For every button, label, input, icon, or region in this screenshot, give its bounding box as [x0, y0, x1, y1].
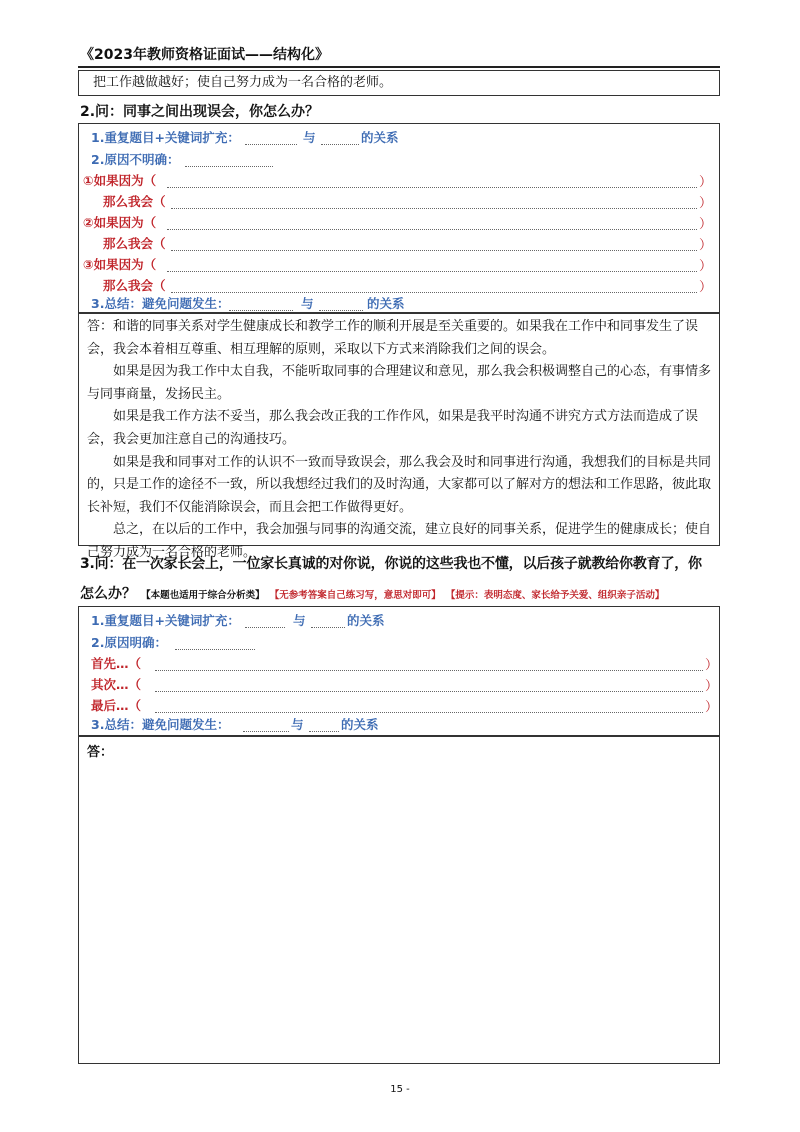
q2-line2: 2.原因不明确： [91, 152, 180, 167]
q2-case2-if-close: ） [699, 217, 713, 232]
page-number: 15 - [390, 1084, 410, 1095]
q2-answer-para-1: 答：和谐的同事关系对学生健康成长和教学工作的顺利开展是至关重要的。如果我在工作中和同事发生了误会，我会本着相互尊重、相互理解的原则，采取以下方式来消除我们之间的误会。 [87, 319, 699, 357]
q2-case1-then-blank [171, 208, 697, 209]
header-divider [78, 66, 720, 68]
q2-summary-mid: 与 [301, 296, 314, 311]
q3-question-line2: 怎么办？ [80, 586, 136, 602]
q3-line1-blank-a [245, 627, 285, 628]
q2-case1-if: ①如果因为（ [83, 173, 157, 188]
q3-step1-label: 首先…（ [91, 656, 142, 671]
continuation-text: 把工作越做越好；使自己努力成为一名合格的老师。 [93, 75, 393, 90]
q3-summary-blank-a [243, 731, 289, 732]
q2-case2-if-blank [167, 229, 697, 230]
q3-step1-close: ） [705, 658, 719, 673]
q2-line1-end: 的关系 [361, 130, 399, 145]
q3-step3-blank [155, 712, 703, 713]
q2-case2-then-blank [171, 250, 697, 251]
q2-summary-blank-a [229, 310, 293, 311]
q2-case2-then-close: ） [699, 238, 713, 253]
q2-answer-box [78, 313, 720, 560]
q2-line2-blank [185, 166, 273, 167]
q3-tag-hint: 【提示：表明态度、家长给予关爱、组织亲子活动】 [445, 590, 665, 601]
q2-line1-blank-b [321, 144, 359, 145]
q3-summary-blank-b [309, 731, 339, 732]
q2-summary: 3.总结：避免问题发生： [91, 296, 230, 311]
q2-summary-end: 的关系 [367, 296, 405, 311]
q3-step1-blank [155, 670, 703, 671]
q2-case2-then: 那么我会（ [103, 236, 166, 251]
q3-line2-blank [175, 649, 255, 650]
q2-case3-then-blank [171, 292, 697, 293]
q2-summary-blank-b [319, 310, 363, 311]
document-header-title: 《2023年教师资格证面试——结构化》 [80, 47, 329, 63]
q3-line1-blank-b [311, 627, 345, 628]
q3-line2: 2.原因明确： [91, 635, 167, 650]
q2-outline-box [78, 123, 720, 313]
q3-step2-close: ） [705, 679, 719, 694]
q2-question: 2.问：同事之间出现误会，你怎么办？ [80, 104, 320, 120]
q2-case1-if-close: ） [699, 175, 713, 190]
q3-line1-end: 的关系 [347, 613, 385, 628]
q2-line1-blank-a [245, 144, 297, 145]
q3-summary: 3.总结：避免问题发生： [91, 717, 230, 732]
q2-case3-then: 那么我会（ [103, 278, 166, 293]
q2-case1-then: 那么我会（ [103, 194, 166, 209]
q3-tag-no-answer: 【无参考答案自己练习写，意思对即可】 [269, 590, 441, 601]
q3-line1-mid: 与 [293, 613, 306, 628]
q2-case1-then-close: ） [699, 196, 713, 211]
q3-step3-label: 最后…（ [91, 698, 142, 713]
q3-answer-label: 答： [87, 745, 114, 760]
q3-step3-close: ） [705, 700, 719, 715]
q3-question-line1: 3.问：在一次家长会上，一位家长真诚的对你说，你说的这些我也不懂，以后孩子就教给你教育了，你 [80, 556, 702, 572]
q2-answer-para-3: 如果是我工作方法不妥当，那么我会改正我的工作作风，如果是我平时沟通不讲究方式方法而造成了误会，我会更加注意自己的沟通技巧。 [87, 409, 699, 447]
continuation-box [78, 70, 720, 96]
q3-summary-mid: 与 [291, 717, 304, 732]
q3-question-line2-row [80, 583, 664, 603]
q3-line1: 1.重复题目+关键词扩充： [91, 613, 240, 628]
q2-case1-if-blank [167, 187, 697, 188]
q2-case3-then-close: ） [699, 280, 713, 295]
q2-case3-if: ③如果因为（ [83, 257, 157, 272]
q3-step2-blank [155, 691, 703, 692]
q3-tag-applies: 【本题也适用于综合分析类】 [141, 590, 265, 601]
q2-answer-para-2: 如果是因为我工作中太自我，不能听取同事的合理建议和意见，那么我会积极调整自己的心态，有事情多与同事商量，发扬民主。 [87, 364, 712, 402]
q3-answer-box[interactable] [78, 736, 720, 1064]
q3-summary-end: 的关系 [341, 717, 379, 732]
q2-case2-if: ②如果因为（ [83, 215, 157, 230]
q2-line1: 1.重复题目+关键词扩充： [91, 130, 240, 145]
q3-outline-box [78, 606, 720, 736]
q2-case3-if-close: ） [699, 259, 713, 274]
q3-step2-label: 其次…（ [91, 677, 142, 692]
q2-case3-if-blank [167, 271, 697, 272]
q2-line1-mid: 与 [303, 130, 316, 145]
q2-answer-para-4: 如果是我和同事对工作的认识不一致而导致误会，那么我会及时和同事进行沟通，我想我们的目标是共同的，只是工作的途径不一致，所以我想经过我们的及时沟通，大家都可以了解对方的想法和工作思路，彼此取长补短，我们不仅能消除误会，而且会把工作做得更好。 [87, 454, 712, 515]
q2-answer-para-5: 总之，在以后的工作中，我会加强与同事的沟通交流，建立良好的同事关系，促进学生的健康成长；使自己努力成为一名合格的老师。 [87, 522, 712, 560]
